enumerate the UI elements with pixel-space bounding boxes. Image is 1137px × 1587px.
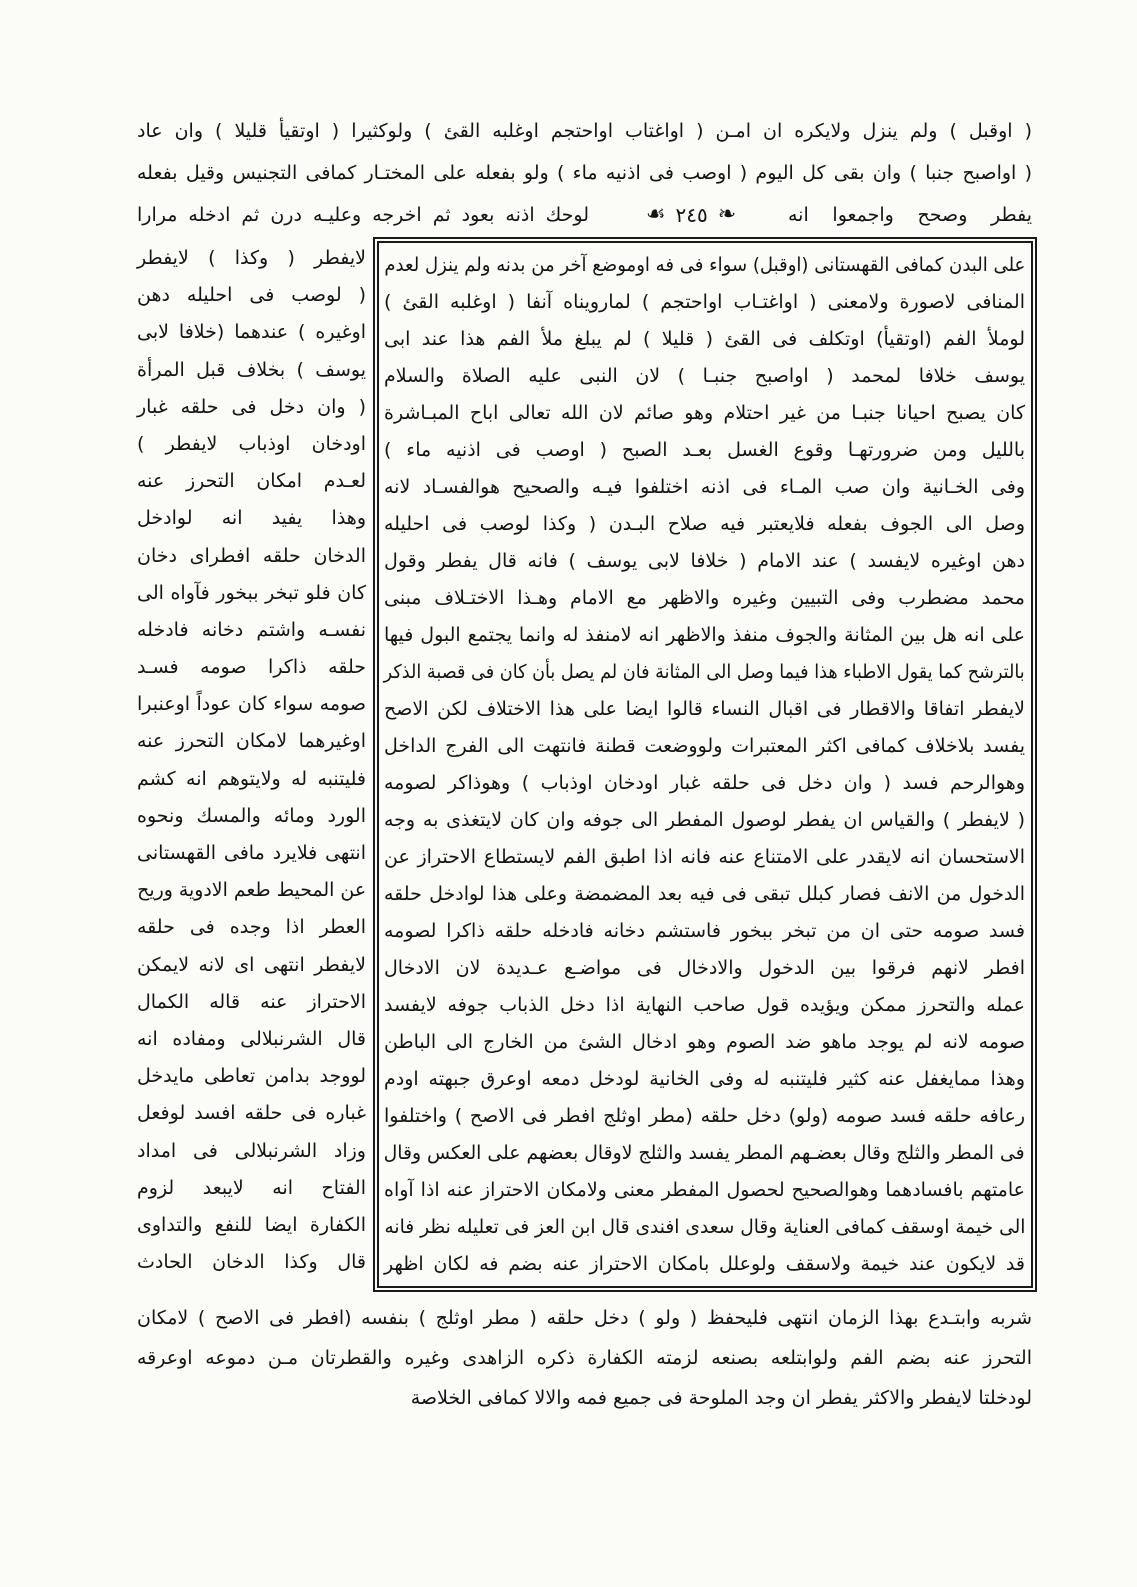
main-text-line: لايفطر اتفاقا والاقطار فى اقبال النساء قالوا ايضا على هذا الاختلاف لكن الاصح [384,698,1025,720]
main-text-line: المنافى لاصورة ولامعنى ( اواغتـاب اواحتجم ) لمارويناه آنفا ( اوغلبه القئ ) [384,291,1025,313]
margin-text-line: ( لوصب فى احليله دهن [137,284,366,307]
header-line-with-page-number [137,194,1032,236]
footer-text-block [137,1298,1032,1418]
margin-text-line: صومه سواء كان عوداً اوعنبرا [137,693,366,716]
main-text-line: لوملأ الفم (اوتقيأ) اوتكلف فى القئ ( قليلا ) لم يبلغ ملأ الفم هذا عند ابى [384,328,1025,350]
main-text-line: فسد صومه حتى ان من تبخر ببخور فاستشم دخانه فادخله حلقه ذاكرا لصومه [384,920,1025,942]
main-text-line: افطر لانهم فرقوا بين الدخول والادخال فى مواضـع عـديدة لان الادخال [384,957,1025,979]
main-text-line: دهن اوغيره لايفسد ) عند الامام ( خلافا لابى يوسف ) فانه قال يفطر وقول [384,550,1025,572]
main-text-line: يفسد بلاخلاف كمافى اكثر المعتبرات ولووضعت قطنة فانتهت الى الفرج الداخل [384,735,1025,757]
main-commentary-frame [373,237,1037,1292]
main-text-line: بالليل ومن ضرورتهـا وقوع الغسل بعـد الصبح ( اوصب فى اذنيه ماء ) [384,439,1025,461]
header-line-right-segment [788,194,1032,236]
main-text-line: رعافه حلقه فسد صومه (ولو) دخل حلقه (مطر اوثلج افطر فى الاصح ) واختلفوا [384,1105,1025,1127]
margin-text-line: غباره فى حلقه افسد لوفعل [137,1102,366,1125]
main-text-line: فى المطر والثلج وقال بعضـهم المطر يفسد والثلج لاوقال بعضهم على العكس وقال [384,1142,1025,1164]
margin-text-line: الورد ومائه والمسك ونحوه [137,804,366,827]
margin-text-line: عن المحيط طعم الادوية وريح [137,879,366,902]
margin-text-line: وهذا يفيد انه لوادخل [137,507,366,530]
main-text-line: وصل الى الجوف بفعله فلايعتبر فيه صلاح البـدن ( وكذا لوصب فى احليله [384,513,1025,535]
floral-ornament-icon: ☙ [645,202,666,227]
main-text-line: عامتهم بافسادهما وهوالصحيح لحصول المفطر معنى ولامكان الاحتراز عنه اذا آواه [384,1179,1025,1201]
main-text-line: كان يصبح احيانا جنبـا من غير احتلام وهو صائم لان الله تعالى اباح المبـاشرة [384,402,1025,424]
header-line: ( اواصبح جنبا ) وان بقى كل اليوم ( اوصب فى اذنيه ماء ) ولو بفعله على المختـار كمافى التجنيس وقيل بفعله [137,162,1032,184]
main-text-line: على البدن كمافى القهستانى (اوقبل) سواء فى فه اوموضع آخر من بدنه ولم ينزل لعدم [384,254,1025,276]
margin-text-line: لووجد بدامن تعاطى مايدخل [137,1065,366,1088]
margin-text-line: انتهى فلايرد مافى القهستانى [137,842,366,864]
margin-text-line: قال وكذا الدخان الحادث [137,1251,366,1274]
main-text-line: الى خيمة اوسقف كمافى العناية وقال سعدى افندى قال ابن العز فى تعليله نظر فانه [384,1216,1025,1238]
footer-line: التحرز عنه بضم الفم ولوابتلعه بصنعه لزمته الكفارة ذكره الزاهدى وغيره والقطرتان مـن دموعه اوعرقه [137,1347,1032,1369]
margin-text-line: ( وان دخل فى حلقه غبار [137,395,366,418]
footer-line: شربه وابتـدع بهذا الزمان انتهى فليحفظ ( ولو ) دخل حلقه ( مطر اوثلج ) بنفسه (افطر فى الاصح ) لامكان [137,1307,1032,1329]
margin-text-line: اوغيرهما لامكان التحرز عنه [137,730,366,753]
margin-text-line: اوغيره ) عندهما (خلافا لابى [137,321,366,344]
margin-text-line: فليتنبه له ولايتوهم انه كشم [137,767,366,790]
main-commentary-text [384,247,1025,1283]
margin-text-line: الدخان حلقه افطراى دخان [137,544,366,567]
main-text-line: عمله والتحرز ممكن ويؤيده قول صاحب النهاية اذا دخل الذباب جوفه لايفسد [384,994,1025,1016]
margin-text-line: الاحتراز عنه قاله الكمال [137,990,366,1013]
header-line: ( اوقبل ) ولم ينزل ولايكره ان امـن ( اواغتاب اواحتجم اوغلبه القئ ) ولوكثيرا ( اوتقيأ قليلا ) وان عاد [137,120,1032,142]
margin-text-line: وزاد الشرنبلالى فى امداد [137,1139,366,1162]
header-text-block [137,110,1032,236]
main-text-line: ( لايفطر ) والقياس ان يفطر لوصول المفطر الى جوفه وان كان لايتغذى به وجه [384,809,1025,831]
margin-text-line: العطر اذا وجده فى حلقه [137,916,366,939]
margin-text-line: لايفطر ( وكذا ) لايفطر [137,247,366,269]
main-text-line: صومه لانه لم يوجد ماهو ضد الصوم وهو ادخال الشئ من الخارج الى الباطن [384,1031,1025,1053]
main-text-line: وهوالرحم فسد ( وان دخل فى حلقه غبار اودخان اوذباب ) وهوذاكر لصومه [384,772,1025,794]
header-line: لوحك اذنه بعود ثم اخرجه وعليـه درن ثم ادخله مرارا [137,204,589,226]
page-number: ٢٤٥ [675,203,708,227]
margin-text-line: لايفطر انتهى اى لانه لايمكن [137,953,366,976]
main-text-line: الدخول من الانف فصار كبلل تبقى فى فيه بعد المضمضة وعلى هذا لوادخل حلقه [384,883,1025,905]
header-line: يفطر وصحح واجمعوا انه [788,204,1032,226]
main-text-line: قد لايكون عند خيمة ولاسقف ولوعلل بامكان الاحتراز عنه بضم فه لكان اظهر [384,1253,1025,1275]
main-text-line: محمد مضطرب وفى التبيين وغيره والاظهر مع الامام وهـذا الاختـلاف مبنى [384,587,1025,609]
main-text-line: بالترشح كما يقول الاطباء هذا فيما وصل الى المثانة فان لم يصل بأن كان فى قصبة الذكر [384,661,1025,683]
margin-text-line: نفسـه واشتم دخانه فادخله [137,618,366,641]
margin-commentary-column [137,240,366,1281]
margin-text-line: لعـدم امكان التحرز عنه [137,470,366,493]
margin-text-line: حلقه ذاكرا صومه فسـد [137,656,366,679]
main-text-line: وفى الخـانية وان صب المـاء فى اذنه اختلفوا فيـه والصحيح هوالفسـاد لانه [384,476,1025,498]
header-line-left-segment [137,194,589,236]
margin-text-line: قال الشرنبلالى ومفاده انه [137,1027,366,1050]
main-text-line: وهذا ممايغفل عنه كثير فليتنبه له وفى الخانية لودخل دمعه اوعرق جبهته اودم [384,1068,1025,1090]
main-text-line: على انه هل بين المثانة والجوف منفذ والاظهر انه لامنفذ له وانما يجتمع البول فيها [384,624,1025,646]
margin-text-line: كان فلو تبخر ببخور فآواه الى [137,581,366,604]
floral-ornament-icon: ❧ [717,202,737,227]
main-text-line: يوسف خلافا لمحمد ( اواصبح جنبـا ) لان النبى عليه الصلاة والسلام [384,365,1025,387]
margin-text-line: الكفارة ايضا للنفع والتداوى [137,1213,366,1236]
margin-text-line: الفتاح انه لايبعد لزوم [137,1176,366,1199]
page-number-group [602,194,780,236]
margin-text-line: يوسف ) بخلاف قبل المرأة [137,358,366,381]
main-text-line: الاستحسان انه لايقدر على الامتناع عنه فانه اذا اطبق الفم لايستطاع الاحتراز عن [384,846,1025,868]
margin-text-line: اودخان اوذباب لايفطر ) [137,432,366,455]
footer-line: لودخلتا لايفطر والاكثر يفطر ان وجد الملوحة فى جميع فمه والالا كمافى الخلاصة [410,1387,1032,1409]
